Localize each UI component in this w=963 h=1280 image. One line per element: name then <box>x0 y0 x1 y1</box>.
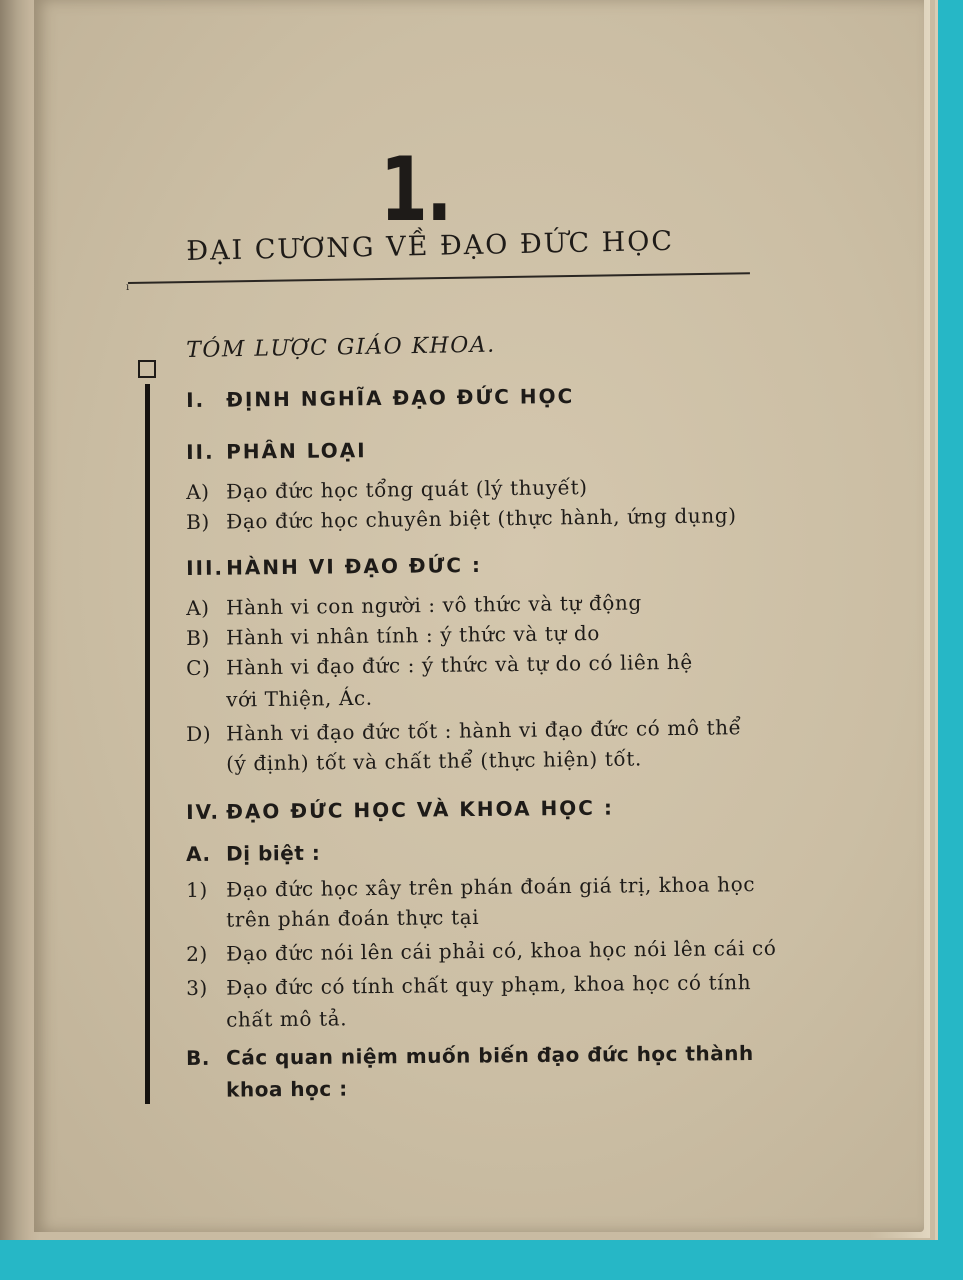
line-text: trên phán đoán thực tại <box>225 904 480 932</box>
sub-heading-continuation <box>186 1077 348 1102</box>
line-text: Hành vi đạo đức tốt : hành vi đạo đức có mô thể <box>225 715 742 746</box>
line-marker: I. <box>186 387 206 412</box>
line-marker: A) <box>186 479 210 504</box>
sub-heading <box>186 1041 754 1070</box>
line-marker: B) <box>186 509 210 534</box>
line-text: ĐẠO ĐỨC HỌC VÀ KHOA HỌC : <box>225 795 615 824</box>
line-marker: D) <box>186 721 212 746</box>
line-marker: A. <box>186 841 211 866</box>
line-text: Đạo đức học chuyên biệt (thực hành, ứng dụng) <box>225 503 737 534</box>
margin-bar <box>145 384 150 1104</box>
line-text: Dị biệt : <box>225 840 321 866</box>
rule-mark: ı <box>126 282 130 293</box>
line-marker: IV. <box>186 799 221 824</box>
section-heading <box>186 796 614 824</box>
line-marker: III. <box>186 555 225 580</box>
section-heading <box>186 384 574 412</box>
sub-heading <box>186 841 320 866</box>
summary-title: TÓM LƯỢC GIÁO KHOA. <box>186 332 496 363</box>
line-marker: II. <box>186 439 215 464</box>
line-text: Các quan niệm muốn biến đạo đức học thành <box>225 1041 754 1070</box>
line-text: chất mô tả. <box>225 1006 348 1032</box>
line-marker: B) <box>186 625 210 650</box>
list-item-continuation <box>186 905 479 932</box>
line-text: Đạo đức học tổng quát (lý thuyết) <box>225 475 588 504</box>
line-text: (ý định) tốt và chất thể (thực hiện) tốt. <box>225 746 642 776</box>
line-marker: 3) <box>186 975 208 1000</box>
line-marker: 1) <box>186 877 208 902</box>
line-text: Hành vi đạo đức : ý thức và tự do có liên hệ <box>225 649 693 680</box>
list-item-continuation <box>186 686 373 712</box>
section-heading <box>186 438 367 464</box>
chapter-number: 1. <box>380 138 451 241</box>
line-marker: 2) <box>186 941 208 966</box>
list-item <box>186 475 588 504</box>
line-text: Đạo đức có tính chất quy phạm, khoa học có tính <box>225 970 752 1000</box>
line-text: Hành vi con người : vô thức và tự động <box>225 590 642 620</box>
list-item-continuation <box>186 1006 347 1032</box>
line-marker: C) <box>186 655 211 680</box>
line-text: Đạo đức nói lên cái phải có, khoa học nói lên cái có <box>225 935 777 966</box>
line-text: Đạo đức học xây trên phán đoán giá trị, khoa học <box>225 872 756 902</box>
line-marker: A) <box>186 595 210 620</box>
line-text: ĐỊNH NGHĨA ĐẠO ĐỨC HỌC <box>225 383 575 412</box>
line-text: PHÂN LOẠI <box>225 438 367 464</box>
line-text: Hành vi nhân tính : ý thức và tự do <box>225 620 601 650</box>
line-text: với Thiện, Ác. <box>225 685 373 712</box>
section-heading <box>186 553 482 580</box>
list-item <box>186 621 600 650</box>
line-marker: B. <box>186 1045 211 1070</box>
checkbox-icon <box>138 360 156 378</box>
chapter-title: ĐẠI CƯƠNG VỀ ĐẠO ĐỨC HỌC <box>186 225 675 267</box>
line-text: HÀNH VI ĐẠO ĐỨC : <box>225 552 483 580</box>
line-text: khoa học : <box>225 1076 348 1102</box>
